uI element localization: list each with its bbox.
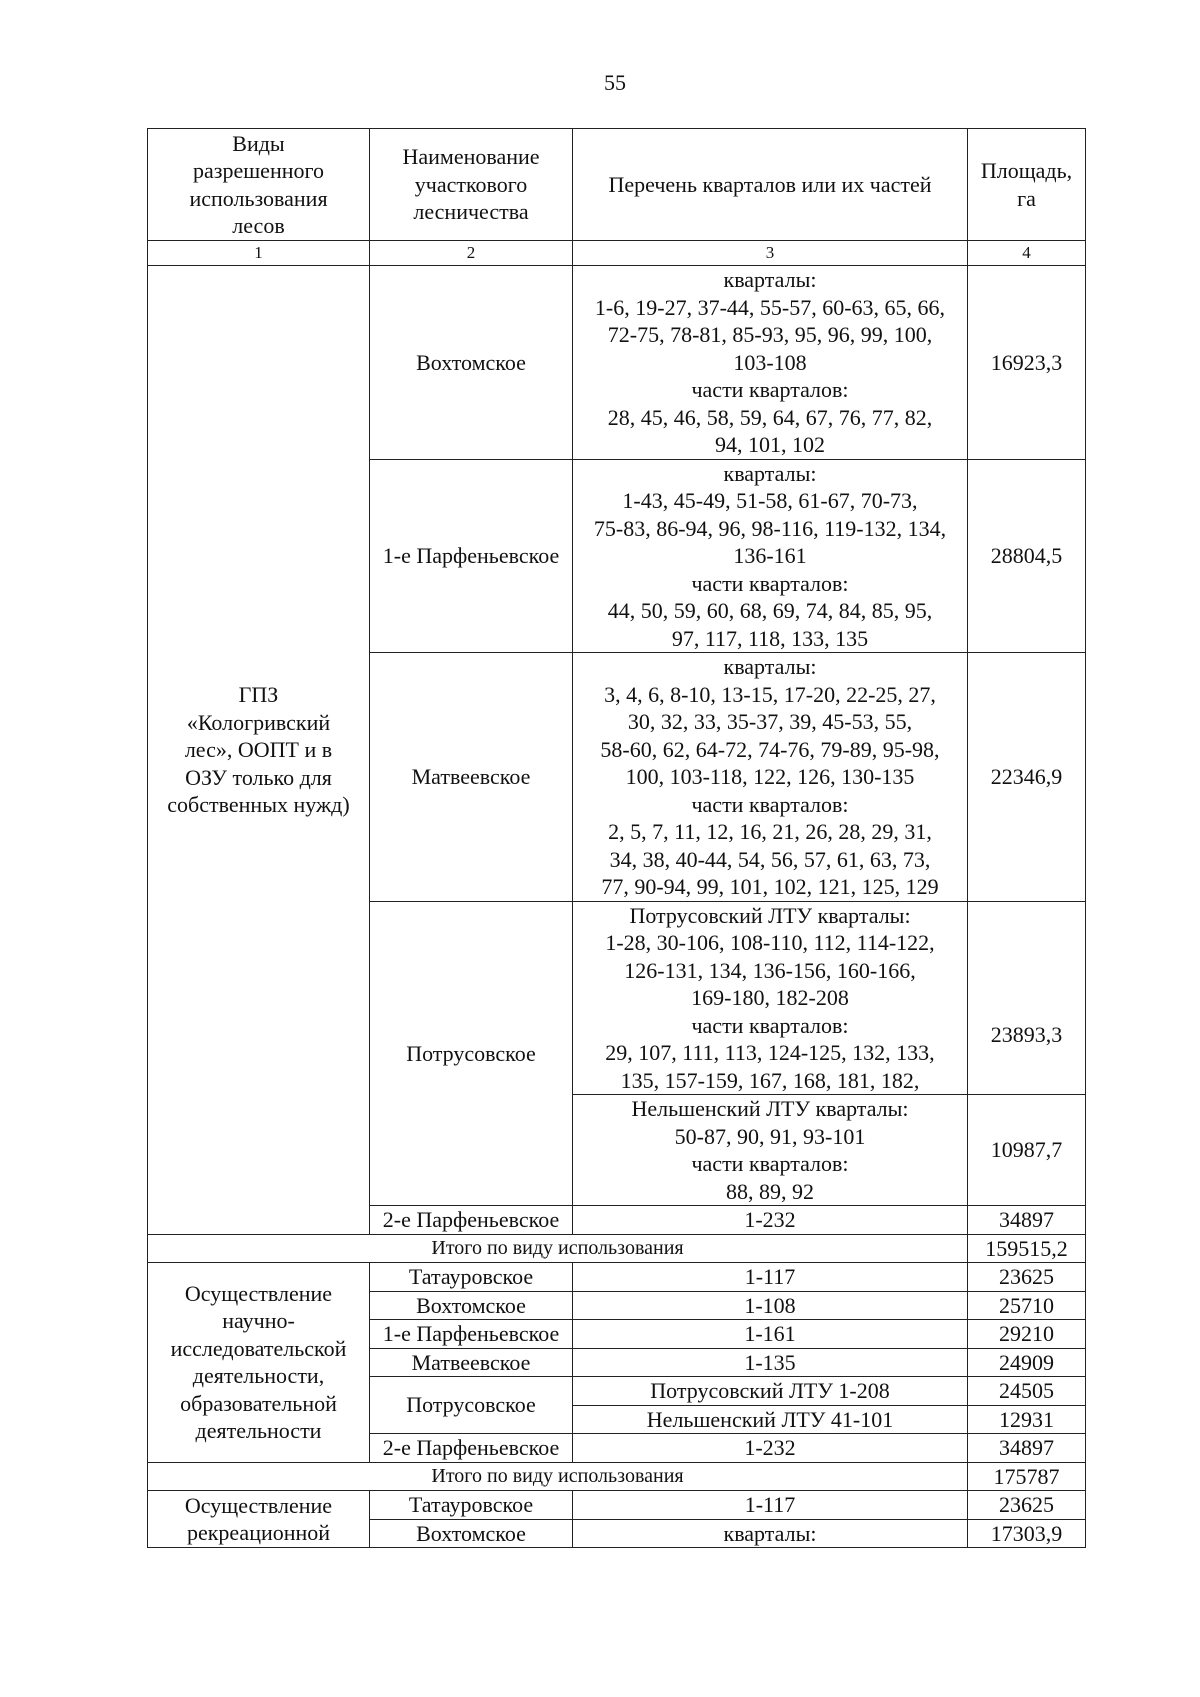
page-number: 55 [604, 70, 626, 95]
column-number: 2 [370, 241, 573, 266]
area-cell: 24909 [968, 1348, 1086, 1377]
use-type-cell: Осуществление научно- исследовательской деятельности, образовательной деятельности [148, 1263, 370, 1463]
total-value: 159515,2 [968, 1234, 1086, 1263]
header-use-type: Виды разрешенного использования лесов [148, 129, 370, 241]
area-cell: 17303,9 [968, 1519, 1086, 1548]
forestry-cell: Вохтомское [370, 1519, 573, 1548]
quarters-cell: 1-108 [573, 1291, 968, 1320]
quarters-cell: кварталы: 1-6, 19-27, 37-44, 55-57, 60-63, 65, 66, 72-75, 78-81, 85-93, 95, 96, 99, 100, 103-108 части кварталов: 28, 45, 46, 58, 59, 64, 67, 76, 77, 82, 94, 101, 102 [573, 266, 968, 460]
forest-use-table [147, 128, 1086, 1548]
header-row [148, 129, 1086, 241]
area-cell: 25710 [968, 1291, 1086, 1320]
area-cell: 23893,3 [968, 901, 1086, 1095]
area-cell: 12931 [968, 1405, 1086, 1434]
area-cell: 22346,9 [968, 653, 1086, 902]
quarters-cell: 1-117 [573, 1491, 968, 1520]
column-number: 1 [148, 241, 370, 266]
forestry-cell: Татауровское [370, 1491, 573, 1520]
forestry-cell: Вохтомское [370, 266, 573, 460]
quarters-cell: 1-232 [573, 1434, 968, 1463]
forestry-cell: Потрусовское [370, 1377, 573, 1434]
use-type-cell: ГПЗ «Кологривский лес», ООПТ и в ОЗУ только для собственных нужд) [148, 266, 370, 1235]
total-row [148, 1234, 1086, 1263]
quarters-cell: Нельшенский ЛТУ кварталы: 50-87, 90, 91, 93-101 части кварталов: 88, 89, 92 [573, 1095, 968, 1206]
forestry-cell: Матвеевское [370, 653, 573, 902]
quarters-cell: 1-232 [573, 1206, 968, 1235]
header-forestry-name: Наименование участкового лесничества [370, 129, 573, 241]
column-number: 4 [968, 241, 1086, 266]
area-cell: 28804,5 [968, 459, 1086, 653]
quarters-cell: 1-135 [573, 1348, 968, 1377]
forestry-cell: Потрусовское [370, 901, 573, 1206]
table-row [148, 1263, 1086, 1292]
use-type-cell: Осуществление рекреационной [148, 1491, 370, 1548]
forestry-cell: 2-е Парфеньевское [370, 1434, 573, 1463]
total-row [148, 1462, 1086, 1491]
area-cell: 16923,3 [968, 266, 1086, 460]
table-row [148, 266, 1086, 460]
quarters-cell: 1-117 [573, 1263, 968, 1292]
forestry-cell: 1-е Парфеньевское [370, 459, 573, 653]
area-cell: 24505 [968, 1377, 1086, 1406]
quarters-cell: Потрусовский ЛТУ 1-208 [573, 1377, 968, 1406]
column-number-row [148, 241, 1086, 266]
quarters-cell: кварталы: 1-43, 45-49, 51-58, 61-67, 70-73, 75-83, 86-94, 96, 98-116, 119-132, 134, 136-161 части кварталов: 44, 50, 59, 60, 68, 69, 74, 84, 85, 95, 97, 117, 118, 133, 135 [573, 459, 968, 653]
quarters-cell: кварталы: [573, 1519, 968, 1548]
quarters-cell: кварталы: 3, 4, 6, 8-10, 13-15, 17-20, 22-25, 27, 30, 32, 33, 35-37, 39, 45-53, 55, 58-60, 62, 64-72, 74-76, 79-89, 95-98, 100, 103-118, 122, 126, 130-135 части кварталов: 2, 5, 7, 11, 12, 16, 21, 26, 28, 29, 31, 34, 38, 40-44, 54, 56, 57, 61, 63, 73, 77, 90-94, 99, 101, 102, 121, 125, 129 [573, 653, 968, 902]
forestry-cell: Вохтомское [370, 1291, 573, 1320]
forestry-cell: 1-е Парфеньевское [370, 1320, 573, 1349]
area-cell: 34897 [968, 1206, 1086, 1235]
total-label: Итого по виду использования [148, 1234, 968, 1263]
total-value: 175787 [968, 1462, 1086, 1491]
area-cell: 34897 [968, 1434, 1086, 1463]
header-area: Площадь, га [968, 129, 1086, 241]
forestry-cell: 2-е Парфеньевское [370, 1206, 573, 1235]
area-cell: 23625 [968, 1491, 1086, 1520]
forestry-cell: Татауровское [370, 1263, 573, 1292]
quarters-cell: 1-161 [573, 1320, 968, 1349]
column-number: 3 [573, 241, 968, 266]
table-row [148, 1491, 1086, 1520]
area-cell: 10987,7 [968, 1095, 1086, 1206]
total-label: Итого по виду использования [148, 1462, 968, 1491]
header-quarters-list: Перечень кварталов или их частей [573, 129, 968, 241]
quarters-cell: Потрусовский ЛТУ кварталы: 1-28, 30-106, 108-110, 112, 114-122, 126-131, 134, 136-156, 160-166, 169-180, 182-208 части кварталов: 29, 107, 111, 113, 124-125, 132, 133, 135, 157-159, 167, 168, 181, 182, [573, 901, 968, 1095]
forestry-cell: Матвеевское [370, 1348, 573, 1377]
area-cell: 23625 [968, 1263, 1086, 1292]
quarters-cell: Нельшенский ЛТУ 41-101 [573, 1405, 968, 1434]
area-cell: 29210 [968, 1320, 1086, 1349]
